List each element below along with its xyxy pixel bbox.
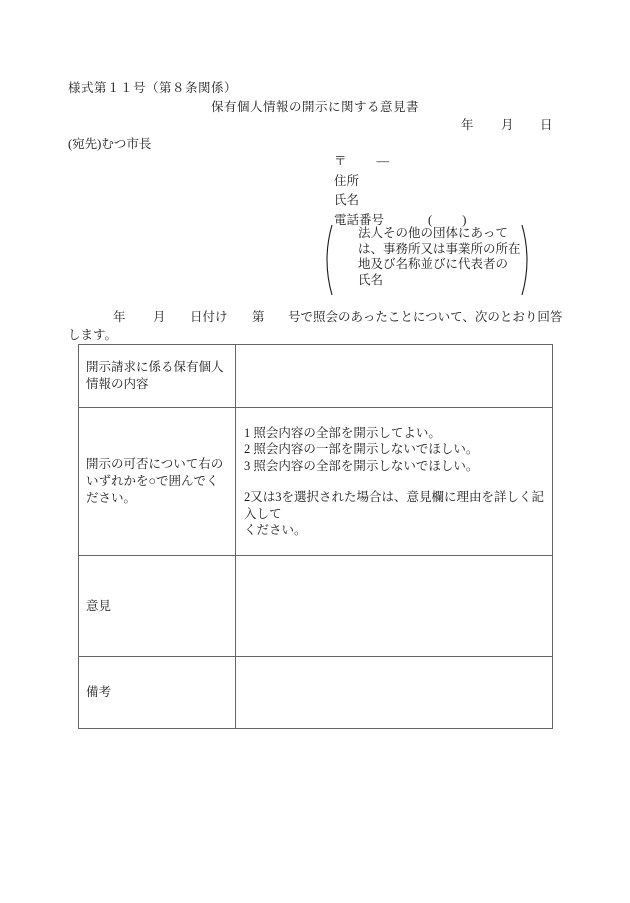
corporate-note: [321, 224, 533, 296]
choice-note: [244, 489, 544, 539]
form-number: 様式第１１号（第８条関係）: [68, 81, 238, 95]
row-label-cell: [79, 556, 236, 657]
row-label-line: 開示の可否について右の: [86, 457, 224, 471]
corporate-note-line: 法人その他の団体にあって: [358, 226, 508, 240]
corporate-note-line: は、事務所又は事業所の所在: [358, 241, 521, 256]
date-year-label: 年: [461, 118, 474, 132]
spacer: [244, 474, 544, 489]
row-label-line: いずれかを○で囲んでく: [86, 474, 219, 488]
page-title: 保有個人情報の開示に関する意見書: [210, 100, 419, 114]
date-day-label: 日: [540, 118, 553, 132]
intro-day-label: 日付け: [190, 310, 228, 324]
row-entry-area: [236, 345, 553, 408]
choice-note-line: ください。: [244, 523, 307, 537]
row-label-line: 開示請求に係る保有個人: [86, 360, 224, 374]
response-table: [78, 344, 553, 729]
left-parenthesis-icon: [321, 224, 333, 296]
row-label-line: 備考: [86, 685, 112, 699]
postal-line: [334, 152, 466, 172]
date-line: [0, 117, 630, 133]
corporate-note-line: 氏名: [358, 272, 384, 287]
right-parenthesis-icon: [521, 224, 533, 296]
table-row-opinion: [79, 556, 553, 657]
addressee: (宛先)むつ市長: [68, 137, 152, 151]
postal-dash: ―: [376, 154, 390, 168]
intro-month-label: 月: [153, 310, 166, 324]
date-month-label: 月: [501, 118, 514, 132]
corporate-note-line: 地及び名称並びに代表者の: [358, 257, 509, 271]
table-row-disclosure-choice: [79, 408, 553, 556]
row-label-cell: [79, 657, 236, 729]
choice-option-3: 3 照会内容の全部を開示しないでほしい。: [244, 458, 479, 473]
choice-options: [244, 425, 544, 475]
phone-paren-close: ): [462, 212, 467, 227]
phone-paren-open: (: [428, 212, 433, 227]
name-label: 氏名: [334, 193, 360, 207]
intro-sentence: [0, 309, 630, 326]
choice-option-2: 2 照会内容の一部を開示しないでほしい。: [244, 442, 479, 456]
row-label-cell: [79, 345, 236, 408]
table-row-disclosure-content: [79, 345, 553, 408]
intro-number-label: 第: [252, 310, 265, 324]
applicant-block: [334, 152, 466, 230]
row-label-line: ださい。: [86, 491, 137, 505]
phone-label: 電話番号: [334, 212, 385, 227]
row-entry-area: [236, 408, 553, 556]
intro-sentence-continued: します。: [68, 328, 118, 342]
row-label-cell: [79, 408, 236, 556]
intro-text: 号で照会のあったことについて、次のとおり回答: [288, 310, 563, 324]
choice-note-line: 2又は3を選択された場合は、意見欄に理由を詳しく記入して: [244, 490, 545, 521]
row-label-line: 意見: [86, 598, 112, 613]
address-label: 住所: [334, 173, 360, 188]
choice-option-1: 1 照会内容の全部を開示してよい。: [244, 425, 441, 440]
row-entry-area: [236, 657, 553, 729]
corporate-note-text: [358, 226, 521, 288]
row-entry-area: [236, 556, 553, 657]
intro-year-label: 年: [113, 310, 126, 324]
postal-mark-icon: 〒: [334, 154, 347, 168]
row-label-line: 情報の内容: [86, 377, 149, 391]
table-row-remarks: [79, 657, 553, 729]
